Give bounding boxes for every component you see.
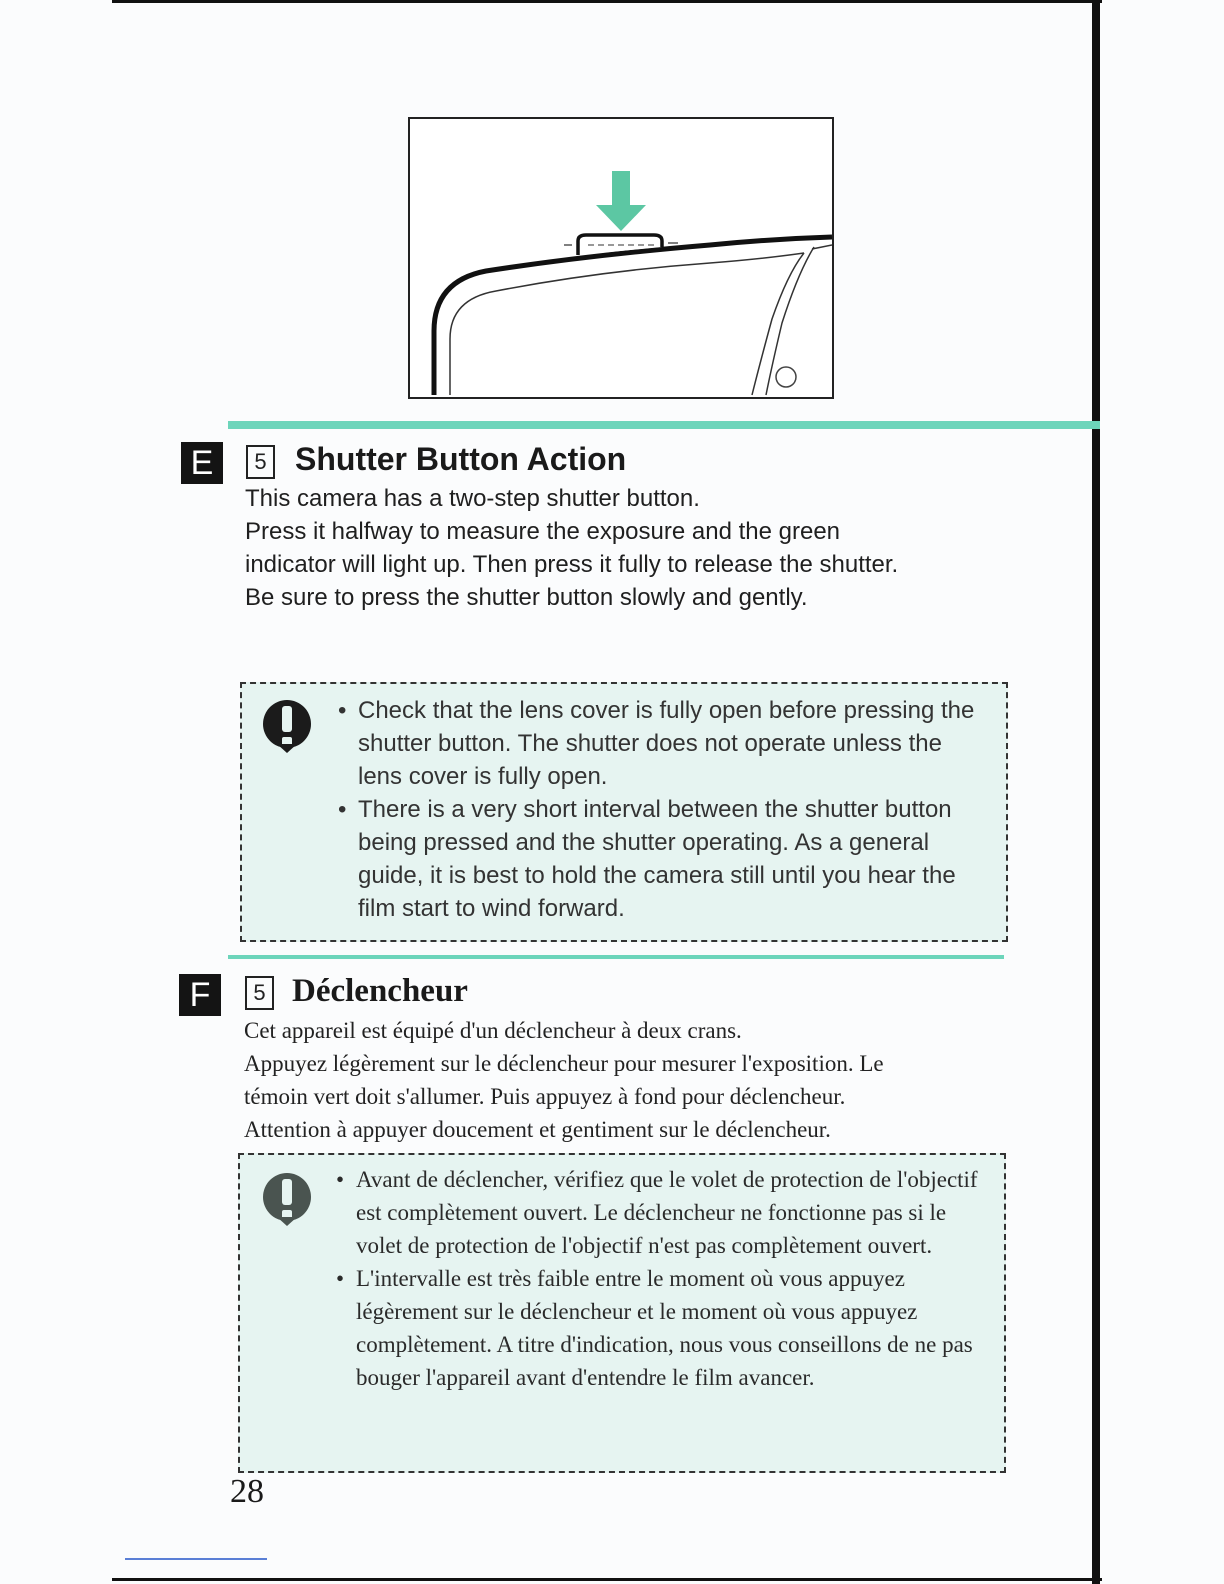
camera-top-drawing bbox=[410, 119, 832, 397]
caution-list-en bbox=[338, 694, 986, 925]
section-divider-en bbox=[228, 421, 1100, 429]
section-number-box: 5 bbox=[245, 976, 274, 1010]
caution-box-en bbox=[240, 682, 1008, 942]
language-badge-fr: F bbox=[179, 974, 221, 1016]
body-line: Appuyez légèrement sur le déclencheur pour mesurer l'exposition. Le bbox=[244, 1051, 884, 1076]
caution-list-fr bbox=[336, 1163, 986, 1394]
body-line: Be sure to press the shutter button slowly and gently. bbox=[245, 584, 808, 611]
body-line: Attention à appuyer doucement et gentiment sur le déclencheur. bbox=[244, 1117, 831, 1142]
body-line: indicator will light up. Then press it fully to release the shutter. bbox=[245, 551, 899, 578]
caution-item: • There is a very short interval between the shutter button being pressed and the shutter operating. As a general guide, it is best to hold the camera still until you hear the film start to wind forward. bbox=[338, 793, 986, 925]
language-badge-en: E bbox=[181, 442, 223, 484]
bottom-border bbox=[112, 1578, 1102, 1581]
section-number-box: 5 bbox=[246, 445, 275, 479]
body-text-en bbox=[245, 482, 898, 614]
caution-icon bbox=[260, 1171, 314, 1227]
body-line: Press it halfway to measure the exposure and the green bbox=[245, 518, 841, 545]
right-border bbox=[1092, 0, 1100, 1584]
section-heading-fr: Déclencheur bbox=[292, 973, 468, 1009]
top-border bbox=[112, 0, 1102, 3]
scan-mark bbox=[125, 1558, 267, 1560]
body-text-fr bbox=[244, 1014, 884, 1146]
body-line: témoin vert doit s'allumer. Puis appuyez à fond pour déclencheur. bbox=[244, 1084, 846, 1109]
section-divider-fr bbox=[228, 955, 1004, 959]
section-heading-en: Shutter Button Action bbox=[295, 441, 627, 477]
camera-illustration bbox=[408, 117, 834, 399]
caution-item: • L'intervalle est très faible entre le moment où vous appuyez légèrement sur le déclencheur et le moment où vous appuyez complètement. A titre d'indication, nous vous conseillons de ne pas bouger l'appareil avant d'entendre le film avancer. bbox=[336, 1262, 986, 1394]
press-down-arrow-icon bbox=[596, 171, 646, 231]
caution-item: • Avant de déclencher, vérifiez que le volet de protection de l'objectif est complètement ouvert. Le déclencheur ne fonctionne pas si le volet de protection de l'objectif n'est pas complètement ouvert. bbox=[336, 1163, 986, 1262]
body-line: Cet appareil est équipé d'un déclencheur à deux crans. bbox=[244, 1018, 742, 1043]
page-number: 28 bbox=[230, 1473, 264, 1510]
body-line: This camera has a two-step shutter button. bbox=[245, 485, 700, 512]
caution-box-fr bbox=[238, 1153, 1006, 1473]
caution-item: • Check that the lens cover is fully open before pressing the shutter button. The shutter does not operate unless the lens cover is fully open. bbox=[338, 694, 986, 793]
caution-icon bbox=[260, 698, 314, 754]
